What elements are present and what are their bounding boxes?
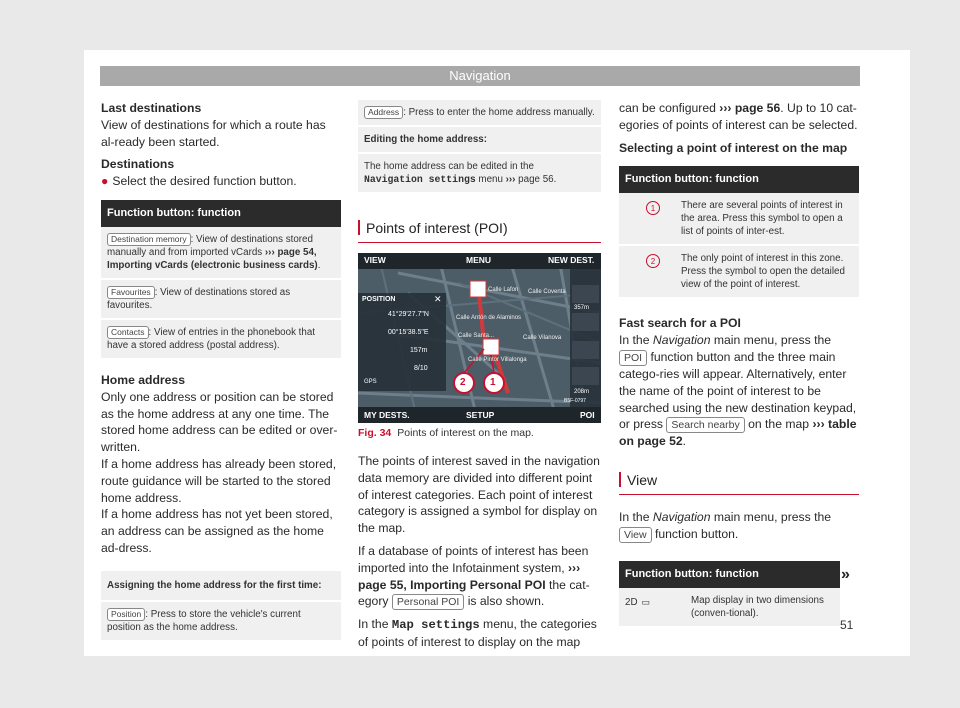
figure-code: B5F-0797	[564, 398, 586, 404]
select-poi-title: Selecting a point of interest on the map	[619, 140, 848, 155]
home-address-p2: If a home address has already been stored, route guidance will be started to the stored home address.	[101, 456, 337, 505]
fast-search-text: In the Navigation main menu, press the POI function button and the three main catego-ries will appear. Alternatively, enter the name of the point of interest to be searched using the new destination keypad, or press Search nearby on the map ››› table on page 52.	[619, 333, 857, 449]
link-page-56[interactable]: page 56	[731, 101, 781, 115]
close-icon[interactable]: ✕	[434, 294, 442, 304]
destination-memory-button[interactable]: Destination memory	[107, 233, 191, 246]
destinations-table	[101, 200, 341, 358]
fast-search-title: Fast search for a POI	[619, 316, 741, 331]
destinations-title: Destinations	[101, 157, 175, 172]
figure-caption: Fig. 34 Points of interest on the map.	[358, 427, 534, 439]
destinations-bullet: ● Select the desired function button.	[101, 174, 297, 189]
my-dests-button[interactable]: MY DESTS.	[364, 410, 410, 420]
number-1-icon: 1	[646, 201, 660, 215]
street-label: Calle Coventa	[528, 289, 566, 295]
contacts-button[interactable]: Contacts	[107, 326, 149, 339]
poi-p3: In the Map settings menu, the categories of points of interest to display on the map	[358, 617, 597, 650]
table-row: Editing the home address:	[358, 127, 601, 154]
personal-poi-button[interactable]: Personal POI	[392, 594, 464, 610]
number-2-icon: 2	[646, 254, 660, 268]
view-section-title: View	[619, 472, 859, 495]
column-1	[101, 100, 341, 640]
assign-home-table	[101, 571, 341, 640]
longitude-value: 00°15'38.5"E	[388, 329, 429, 336]
table-row: Destination memory : View of destinations stored manually and from imported vCards ››› page 54, Importing vCards (electronic business cards).	[101, 227, 341, 280]
page-header: Navigation	[100, 66, 860, 86]
favourites-button[interactable]: Favourites	[107, 286, 155, 299]
table-row: Favourites : View of destinations stored as favourites.	[101, 280, 341, 320]
position-panel-title: POSITION	[362, 296, 396, 303]
street-label: Calle Pintor Villalonga	[468, 357, 527, 363]
callout-1: 1	[490, 377, 496, 388]
table-row: The home address can be edited in the Navigation settings menu ››› page 56.	[364, 161, 557, 185]
view-text: In the Navigation main menu, press the View function button.	[619, 510, 832, 541]
continued-text: can be configured ››› page 56. Up to 10 cat-egories of points of interest can be selected.	[619, 101, 858, 132]
map-2d-icon: ▭	[641, 596, 651, 607]
satellites-value: 8/10	[414, 365, 428, 372]
table-header: Function button: function	[619, 166, 859, 193]
callout-2: 2	[460, 377, 466, 388]
column-3	[619, 100, 859, 626]
link-page-54[interactable]: page 54, Importing vCards (electronic business cards)	[107, 246, 318, 271]
distance-1: 357m	[574, 305, 590, 311]
page-number: 51	[840, 618, 854, 632]
view-table	[619, 561, 840, 626]
street-label: Calle Vilanova	[523, 335, 562, 341]
setup-button[interactable]: SETUP	[466, 410, 495, 420]
table-row: Address : Press to enter the home address manually.	[358, 100, 601, 127]
altitude-value: 157m	[410, 347, 428, 354]
bullet-icon: ●	[101, 174, 109, 189]
home-address-p3: If a home address has not yet been stored, an address can be assigned as the home ad-dress.	[101, 507, 333, 555]
table-header: Function button: function	[101, 200, 341, 227]
last-destinations-title: Last destinations	[101, 101, 202, 115]
home-address-table	[358, 100, 601, 192]
poi-symbol-table	[619, 166, 859, 297]
figure-34	[358, 253, 601, 439]
link-table-page-52[interactable]: table on page 52	[619, 417, 857, 449]
view-button[interactable]: VIEW	[364, 255, 386, 265]
address-button[interactable]: Address	[364, 106, 403, 119]
last-destinations-text: View of destinations for which a route has al-ready been started.	[101, 117, 326, 149]
table-row: 1 There are several points of interest in the area. Press this symbol to open a list of points of inter-est.	[619, 193, 859, 246]
table-row: 2D ▭ Map display in two dimensions (conven-tional).	[625, 594, 824, 619]
continue-marker: »	[841, 566, 850, 583]
search-nearby-button[interactable]: Search nearby	[666, 417, 744, 433]
street-label: Calle Lafon	[488, 287, 519, 293]
new-dest-button[interactable]: NEW DEST.	[548, 255, 595, 265]
poi-button[interactable]: POI	[580, 410, 595, 420]
table-row: Position : Press to store the vehicle's current position as the home address.	[107, 608, 301, 633]
street-label: Calle Santa...	[458, 333, 495, 339]
table-row: Contacts : View of entries in the phonebook that have a stored address (postal address).	[107, 326, 316, 351]
table-row: 2 The only point of interest in this zone. Press the symbol to open the detailed view of the point of interest.	[619, 246, 859, 297]
column-2	[358, 100, 601, 651]
gps-label: GPS	[364, 379, 377, 385]
poi-p2: If a database of points of interest has been imported into the Infotainment system, ››› page 55, Importing Personal POI the cat-egory Personal POI is also shown.	[358, 543, 590, 609]
street-label: Calle Antón de Alaminos	[456, 315, 522, 321]
poi-p1: The points of interest saved in the navigation data memory are divided into different point of interest categories. Each point of interest category is assigned a symbol for display on the map.	[358, 454, 600, 536]
poi-section-title: Points of interest (POI)	[358, 220, 601, 243]
home-address-p1: Only one address or position can be stored as the home address at any one time. The stored home address can be edited or over-written.	[101, 389, 338, 455]
latitude-value: 41°29'27.7"N	[388, 311, 429, 318]
link-page-56[interactable]: page 56.	[515, 174, 557, 185]
poi-function-button[interactable]: POI	[619, 350, 647, 366]
table-header: Assigning the home address for the first time:	[101, 571, 341, 602]
link-page-55[interactable]: page 55, Importing Personal POI	[358, 577, 546, 592]
home-address-title: Home address	[101, 372, 185, 387]
view-function-button[interactable]: View	[619, 527, 652, 543]
distance-2: 208m	[574, 389, 590, 395]
navigation-map-image	[358, 253, 601, 423]
menu-button[interactable]: MENU	[466, 255, 492, 265]
position-button[interactable]: Position	[107, 608, 145, 621]
table-header: Function button: function	[619, 561, 840, 588]
